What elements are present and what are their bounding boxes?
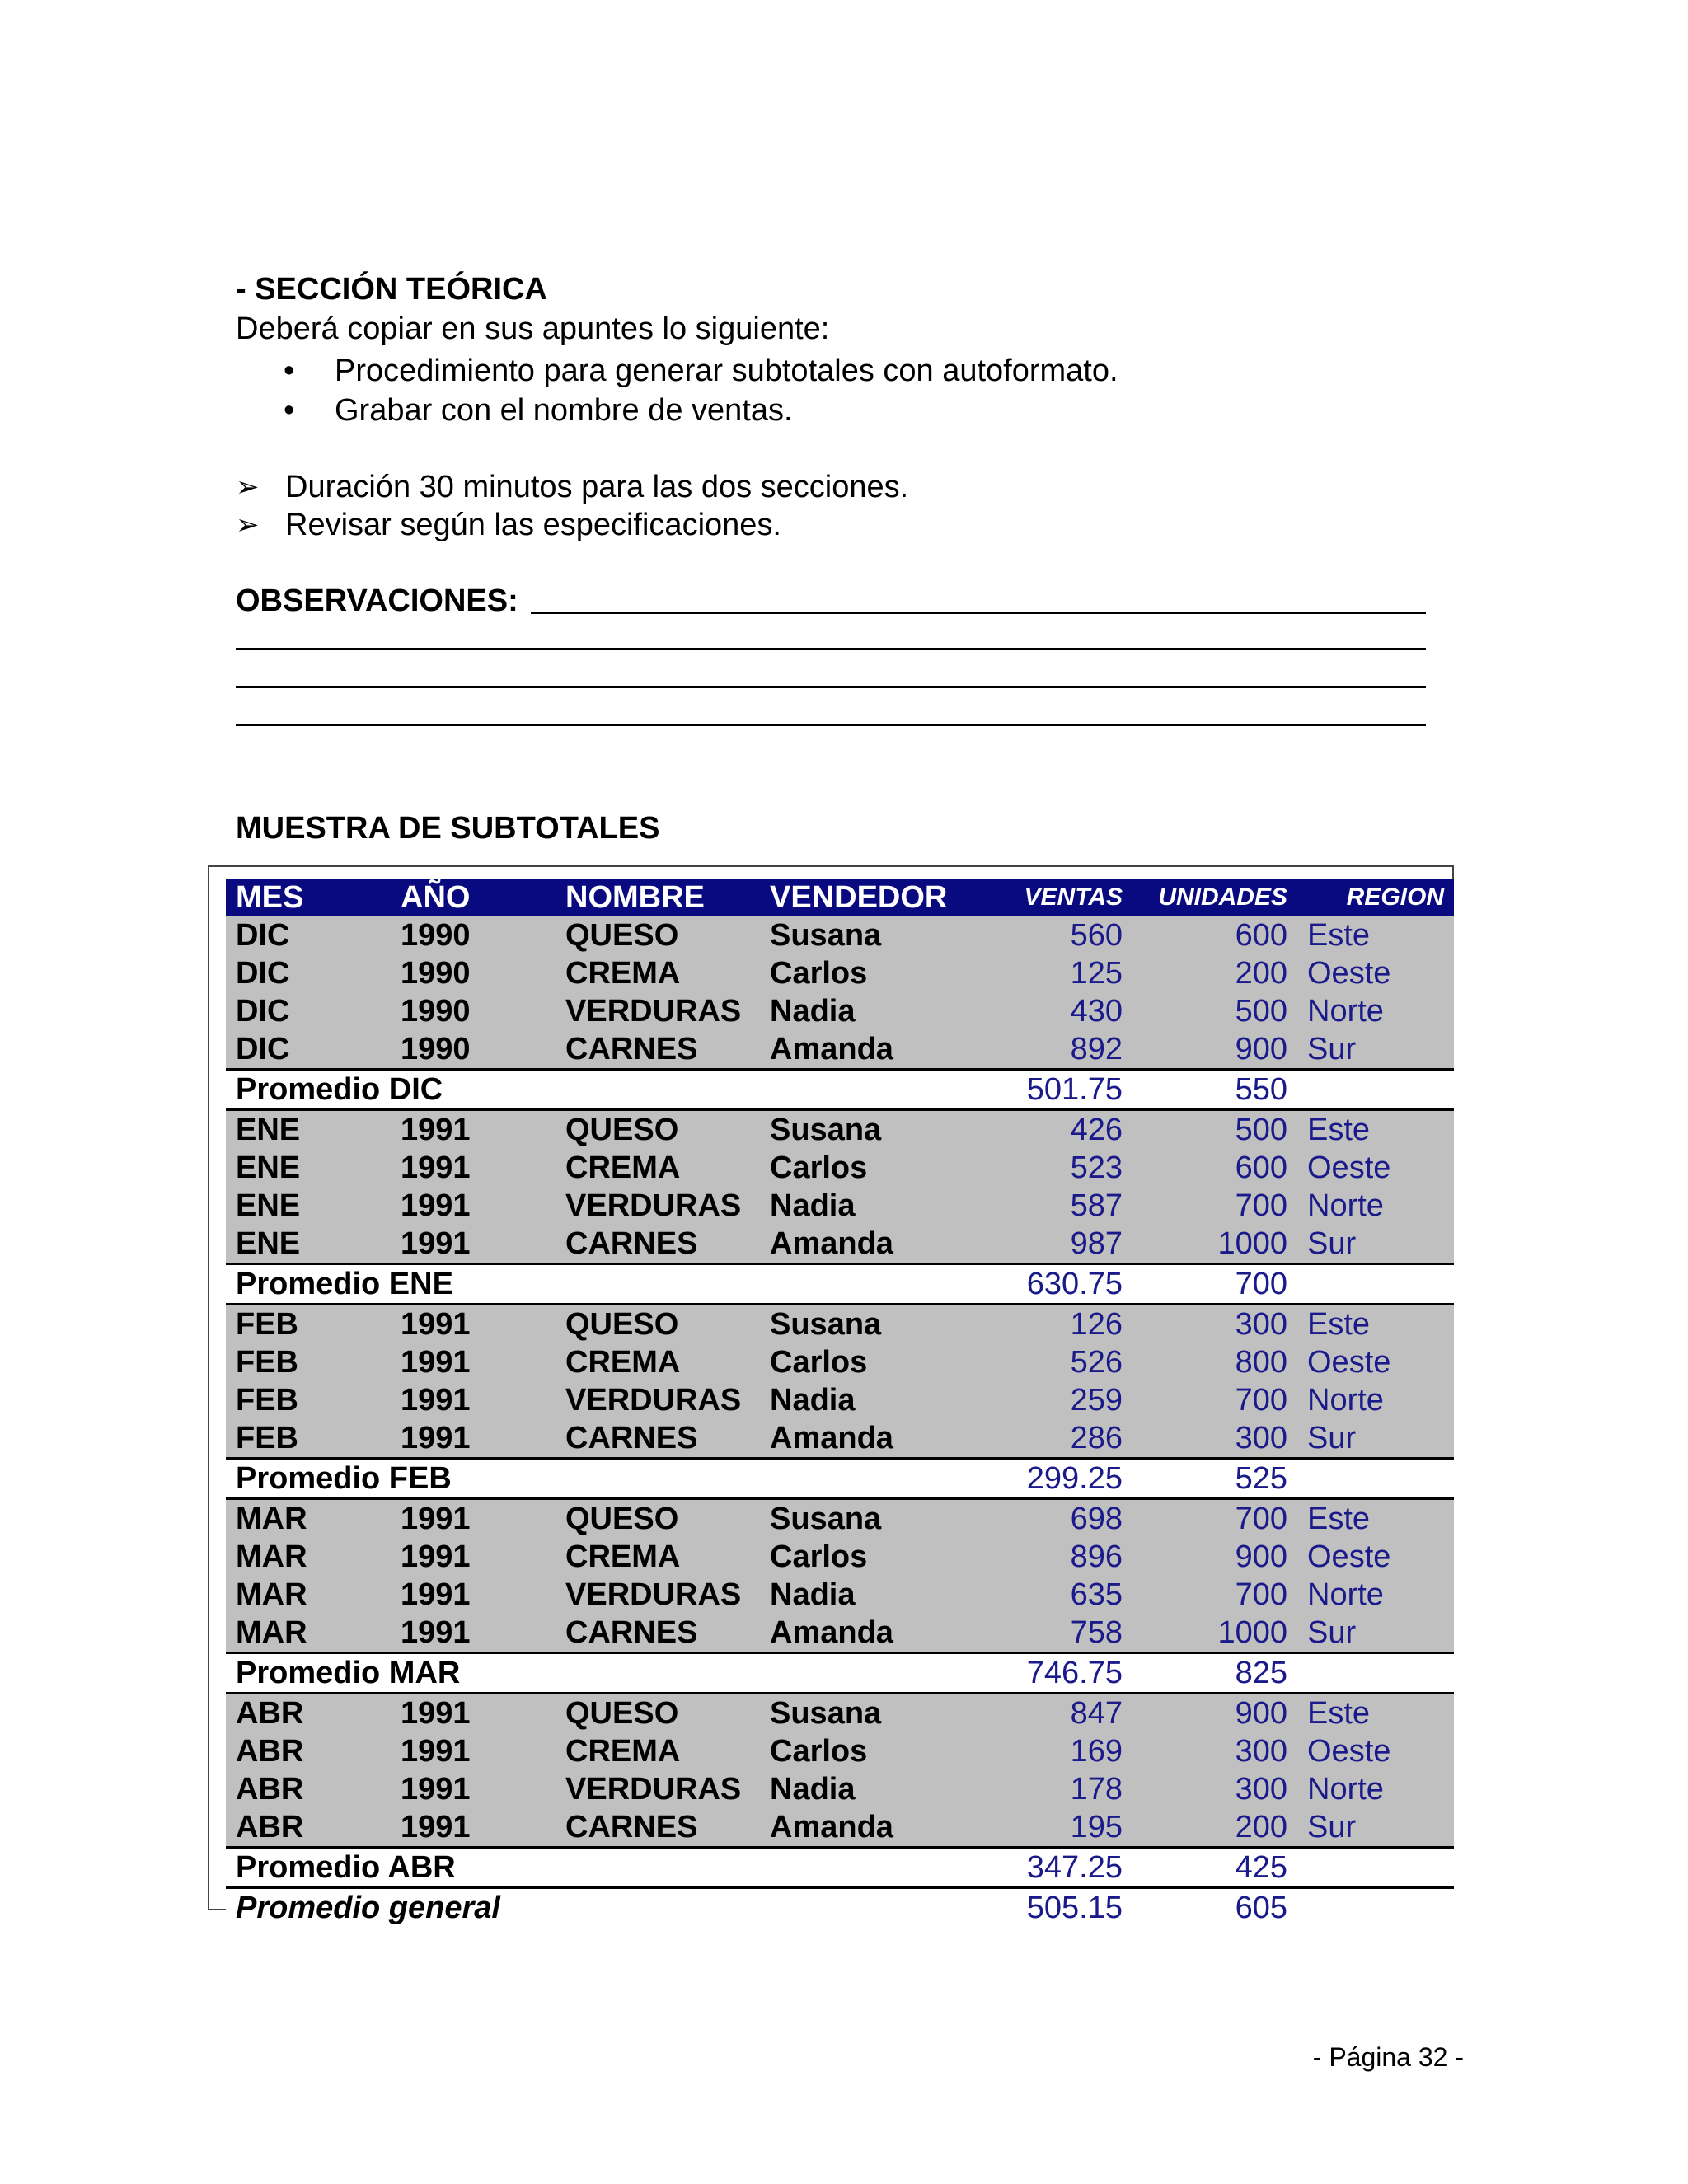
subtotal-unidades: 525 — [1132, 1459, 1297, 1499]
cell-unidades: 200 — [1132, 954, 1297, 992]
cell-unidades: 900 — [1132, 1030, 1297, 1070]
cell-ano: 1990 — [391, 954, 556, 992]
header-vendedor: VENDEDOR — [760, 879, 968, 916]
cell-ventas: 523 — [968, 1149, 1132, 1187]
table-row — [226, 1614, 1454, 1653]
cell-mes: MAR — [226, 1499, 391, 1539]
cell-ano: 1991 — [391, 1808, 556, 1848]
subtotal-label: Promedio MAR — [226, 1653, 968, 1694]
cell-mes: DIC — [226, 992, 391, 1030]
table-row — [226, 1305, 1454, 1344]
cell-nombre: CARNES — [556, 1030, 760, 1070]
subtotal-ventas: 299.25 — [968, 1459, 1132, 1499]
table-row — [226, 1149, 1454, 1187]
subtotal-empty — [1297, 1848, 1454, 1888]
cell-region: Este — [1297, 1694, 1454, 1733]
header-unidades: UNIDADES — [1132, 879, 1297, 916]
bullet-text: Procedimiento para generar subtotales con autoformato. — [335, 354, 1118, 388]
cell-nombre: VERDURAS — [556, 992, 760, 1030]
cell-unidades: 700 — [1132, 1499, 1297, 1539]
cell-ventas: 178 — [968, 1770, 1132, 1808]
cell-vendedor: Nadia — [760, 992, 968, 1030]
cell-vendedor: Amanda — [760, 1225, 968, 1264]
table-body — [226, 916, 1454, 1927]
arrow-bullet-icon: ➢ — [236, 471, 260, 503]
cell-unidades: 800 — [1132, 1343, 1297, 1381]
cell-vendedor: Amanda — [760, 1419, 968, 1459]
header-ano: AÑO — [391, 879, 556, 916]
cell-region: Oeste — [1297, 1343, 1454, 1381]
cell-nombre: QUESO — [556, 1110, 760, 1150]
cell-vendedor: Carlos — [760, 1732, 968, 1770]
cell-nombre: CREMA — [556, 1149, 760, 1187]
subtotal-unidades: 550 — [1132, 1070, 1297, 1110]
grand-total-unidades: 605 — [1132, 1888, 1297, 1928]
cell-ano: 1991 — [391, 1110, 556, 1150]
cell-nombre: QUESO — [556, 1694, 760, 1733]
table-row — [226, 1770, 1454, 1808]
table-row — [226, 1381, 1454, 1419]
cell-nombre: CREMA — [556, 1732, 760, 1770]
cell-vendedor: Nadia — [760, 1770, 968, 1808]
cell-region: Sur — [1297, 1030, 1454, 1070]
cell-mes: FEB — [226, 1343, 391, 1381]
cell-unidades: 600 — [1132, 916, 1297, 954]
cell-unidades: 700 — [1132, 1576, 1297, 1614]
subtotal-empty — [1297, 1070, 1454, 1110]
cell-mes: ENE — [226, 1149, 391, 1187]
note-item — [236, 468, 908, 506]
cell-ano: 1991 — [391, 1305, 556, 1344]
table-row — [226, 1808, 1454, 1848]
cell-unidades: 1000 — [1132, 1614, 1297, 1653]
cell-unidades: 300 — [1132, 1419, 1297, 1459]
table-row — [226, 1694, 1454, 1733]
cell-unidades: 300 — [1132, 1305, 1297, 1344]
table-row — [226, 954, 1454, 992]
cell-region: Oeste — [1297, 1538, 1454, 1576]
cell-mes: MAR — [226, 1614, 391, 1653]
grand-total-row — [226, 1888, 1454, 1928]
cell-ano: 1991 — [391, 1576, 556, 1614]
cell-mes: DIC — [226, 916, 391, 954]
subtotal-unidades: 425 — [1132, 1848, 1297, 1888]
cell-mes: FEB — [226, 1381, 391, 1419]
subtotal-row — [226, 1848, 1454, 1888]
observations-line — [531, 612, 1426, 614]
bullet-item — [280, 351, 1118, 391]
grand-total-ventas: 505.15 — [968, 1888, 1132, 1928]
cell-ventas: 195 — [968, 1808, 1132, 1848]
header-ventas: VENTAS — [968, 879, 1132, 916]
bullet-list — [280, 351, 1118, 430]
subtotal-unidades: 825 — [1132, 1653, 1297, 1694]
cell-ano: 1990 — [391, 916, 556, 954]
cell-vendedor: Amanda — [760, 1808, 968, 1848]
cell-ventas: 635 — [968, 1576, 1132, 1614]
cell-vendedor: Nadia — [760, 1187, 968, 1225]
subtotal-label: Promedio ENE — [226, 1264, 968, 1305]
cell-vendedor: Carlos — [760, 1538, 968, 1576]
table-row — [226, 992, 1454, 1030]
table-row — [226, 1343, 1454, 1381]
cell-region: Norte — [1297, 1381, 1454, 1419]
cell-ano: 1991 — [391, 1499, 556, 1539]
cell-ventas: 259 — [968, 1381, 1132, 1419]
table-row — [226, 1030, 1454, 1070]
cell-nombre: VERDURAS — [556, 1381, 760, 1419]
cell-region: Norte — [1297, 1770, 1454, 1808]
cell-ventas: 126 — [968, 1305, 1132, 1344]
cell-region: Oeste — [1297, 954, 1454, 992]
subtotal-unidades: 700 — [1132, 1264, 1297, 1305]
cell-ventas: 698 — [968, 1499, 1132, 1539]
note-item — [236, 506, 908, 544]
cell-vendedor: Amanda — [760, 1030, 968, 1070]
cell-unidades: 700 — [1132, 1187, 1297, 1225]
cell-ventas: 560 — [968, 916, 1132, 954]
notes-list — [236, 468, 908, 544]
cell-mes: ENE — [226, 1110, 391, 1150]
cell-region: Sur — [1297, 1808, 1454, 1848]
cell-region: Este — [1297, 916, 1454, 954]
table-row — [226, 1187, 1454, 1225]
cell-ventas: 587 — [968, 1187, 1132, 1225]
cell-ventas: 987 — [968, 1225, 1132, 1264]
subtotal-label: Promedio DIC — [226, 1070, 968, 1110]
cell-mes: FEB — [226, 1305, 391, 1344]
table-row — [226, 1225, 1454, 1264]
cell-nombre: CARNES — [556, 1808, 760, 1848]
cell-region: Oeste — [1297, 1149, 1454, 1187]
table-row — [226, 1576, 1454, 1614]
cell-ano: 1991 — [391, 1225, 556, 1264]
cell-ventas: 426 — [968, 1110, 1132, 1150]
cell-unidades: 300 — [1132, 1770, 1297, 1808]
cell-ano: 1991 — [391, 1538, 556, 1576]
cell-nombre: VERDURAS — [556, 1576, 760, 1614]
cell-vendedor: Susana — [760, 1110, 968, 1150]
subtotal-label: Promedio ABR — [226, 1848, 968, 1888]
cell-region: Oeste — [1297, 1732, 1454, 1770]
cell-vendedor: Nadia — [760, 1576, 968, 1614]
cell-mes: ABR — [226, 1770, 391, 1808]
cell-unidades: 700 — [1132, 1381, 1297, 1419]
cell-nombre: CARNES — [556, 1614, 760, 1653]
table-row — [226, 1110, 1454, 1150]
cell-nombre: CARNES — [556, 1225, 760, 1264]
cell-region: Norte — [1297, 1187, 1454, 1225]
bullet-text: Grabar con el nombre de ventas. — [335, 393, 793, 428]
cell-mes: DIC — [226, 1030, 391, 1070]
observations-line — [236, 724, 1426, 726]
cell-unidades: 300 — [1132, 1732, 1297, 1770]
cell-ano: 1991 — [391, 1343, 556, 1381]
cell-ventas: 526 — [968, 1343, 1132, 1381]
cell-ano: 1991 — [391, 1694, 556, 1733]
sample-title: MUESTRA DE SUBTOTALES — [236, 811, 660, 846]
cell-nombre: CARNES — [556, 1419, 760, 1459]
cell-region: Sur — [1297, 1614, 1454, 1653]
subtotal-ventas: 347.25 — [968, 1848, 1132, 1888]
cell-mes: ABR — [226, 1732, 391, 1770]
cell-ventas: 169 — [968, 1732, 1132, 1770]
cell-vendedor: Carlos — [760, 1149, 968, 1187]
cell-vendedor: Nadia — [760, 1381, 968, 1419]
subtotal-label: Promedio FEB — [226, 1459, 968, 1499]
subtotal-empty — [1297, 1653, 1454, 1694]
cell-nombre: CREMA — [556, 1538, 760, 1576]
cell-mes: ENE — [226, 1187, 391, 1225]
cell-nombre: QUESO — [556, 1499, 760, 1539]
cell-vendedor: Carlos — [760, 954, 968, 992]
cell-nombre: VERDURAS — [556, 1187, 760, 1225]
cell-ventas: 286 — [968, 1419, 1132, 1459]
cell-unidades: 1000 — [1132, 1225, 1297, 1264]
cell-unidades: 500 — [1132, 992, 1297, 1030]
subtotal-row — [226, 1264, 1454, 1305]
subtotal-empty — [1297, 1459, 1454, 1499]
cell-mes: MAR — [226, 1538, 391, 1576]
cell-unidades: 900 — [1132, 1538, 1297, 1576]
cell-vendedor: Susana — [760, 1499, 968, 1539]
cell-region: Este — [1297, 1110, 1454, 1150]
bullet-item — [280, 391, 1118, 430]
cell-ano: 1991 — [391, 1381, 556, 1419]
cell-ano: 1990 — [391, 1030, 556, 1070]
cell-nombre: VERDURAS — [556, 1770, 760, 1808]
intro-text: Deberá copiar en sus apuntes lo siguiente: — [236, 312, 830, 346]
section-title: - SECCIÓN TEÓRICA — [236, 272, 547, 307]
grand-total-label: Promedio general — [226, 1888, 968, 1928]
cell-mes: DIC — [226, 954, 391, 992]
bullet-icon: • — [284, 354, 295, 388]
arrow-bullet-icon: ➢ — [236, 509, 260, 541]
table-header-row — [226, 879, 1454, 916]
observations-line — [236, 686, 1426, 688]
cell-ano: 1990 — [391, 992, 556, 1030]
cell-mes: MAR — [226, 1576, 391, 1614]
cell-ano: 1991 — [391, 1770, 556, 1808]
cell-region: Este — [1297, 1499, 1454, 1539]
cell-unidades: 500 — [1132, 1110, 1297, 1150]
cell-vendedor: Carlos — [760, 1343, 968, 1381]
cell-region: Sur — [1297, 1225, 1454, 1264]
table-row — [226, 1419, 1454, 1459]
cell-vendedor: Susana — [760, 1694, 968, 1733]
cell-region: Norte — [1297, 1576, 1454, 1614]
cell-ano: 1991 — [391, 1187, 556, 1225]
subtotal-row — [226, 1070, 1454, 1110]
cell-region: Norte — [1297, 992, 1454, 1030]
cell-mes: FEB — [226, 1419, 391, 1459]
table-row — [226, 1732, 1454, 1770]
cell-vendedor: Amanda — [760, 1614, 968, 1653]
observations-line — [236, 648, 1426, 650]
cell-ano: 1991 — [391, 1732, 556, 1770]
cell-ventas: 125 — [968, 954, 1132, 992]
cell-unidades: 600 — [1132, 1149, 1297, 1187]
table-row — [226, 916, 1454, 954]
note-text: Duración 30 minutos para las dos secciones. — [285, 470, 909, 504]
table-row — [226, 1538, 1454, 1576]
cell-nombre: QUESO — [556, 1305, 760, 1344]
header-nombre: NOMBRE — [556, 879, 760, 916]
grand-total-empty — [1297, 1888, 1454, 1928]
cell-mes: ENE — [226, 1225, 391, 1264]
header-mes: MES — [226, 879, 391, 916]
cell-nombre: CREMA — [556, 954, 760, 992]
subtotal-ventas: 746.75 — [968, 1653, 1132, 1694]
subtotal-ventas: 630.75 — [968, 1264, 1132, 1305]
subtotal-row — [226, 1459, 1454, 1499]
cell-ano: 1991 — [391, 1419, 556, 1459]
cell-region: Este — [1297, 1305, 1454, 1344]
cell-mes: ABR — [226, 1808, 391, 1848]
table-row — [226, 1499, 1454, 1539]
subtotal-empty — [1297, 1264, 1454, 1305]
cell-unidades: 200 — [1132, 1808, 1297, 1848]
bullet-icon: • — [284, 393, 295, 428]
cell-vendedor: Susana — [760, 916, 968, 954]
observations-label: OBSERVACIONES: — [236, 583, 518, 618]
cell-ventas: 758 — [968, 1614, 1132, 1653]
cell-ventas: 430 — [968, 992, 1132, 1030]
cell-ventas: 847 — [968, 1694, 1132, 1733]
cell-vendedor: Susana — [760, 1305, 968, 1344]
cell-unidades: 900 — [1132, 1694, 1297, 1733]
subtotal-ventas: 501.75 — [968, 1070, 1132, 1110]
cell-nombre: CREMA — [556, 1343, 760, 1381]
cell-ano: 1991 — [391, 1149, 556, 1187]
note-text: Revisar según las especificaciones. — [285, 508, 781, 542]
cell-ventas: 896 — [968, 1538, 1132, 1576]
cell-ano: 1991 — [391, 1614, 556, 1653]
page-number: - Página 32 - — [1312, 2042, 1464, 2072]
subtotals-table — [226, 879, 1454, 1927]
cell-ventas: 892 — [968, 1030, 1132, 1070]
header-region: REGION — [1297, 879, 1454, 916]
cell-nombre: QUESO — [556, 916, 760, 954]
subtotal-row — [226, 1653, 1454, 1694]
cell-region: Sur — [1297, 1419, 1454, 1459]
cell-mes: ABR — [226, 1694, 391, 1733]
